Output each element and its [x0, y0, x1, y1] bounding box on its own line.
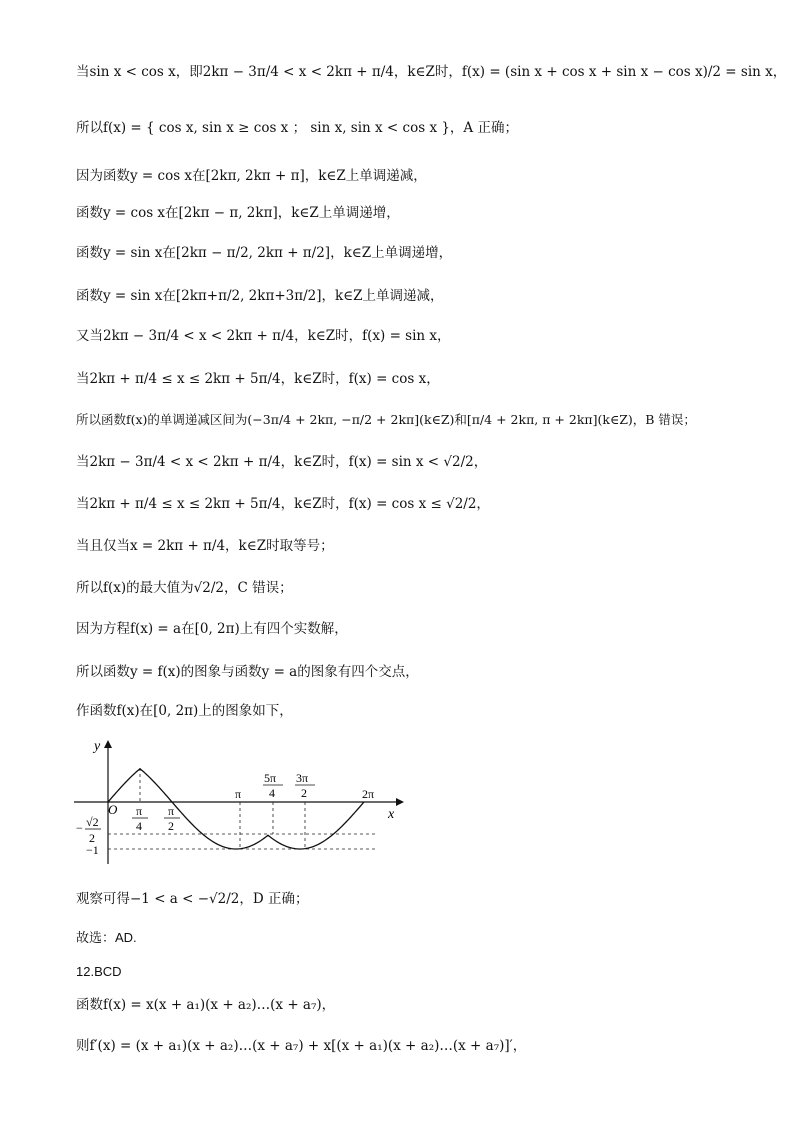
- tick-neg-1: −1: [86, 843, 99, 857]
- tick-5pi4: [263, 771, 283, 800]
- svg-text:−: −: [76, 821, 83, 835]
- svg-text:3π: 3π: [296, 771, 309, 785]
- origin-label: O: [108, 802, 118, 817]
- text-line-1: 当sin x < cos x，即2kπ − 3π/4 < x < 2kπ + π/4，k∈Z时，f(x) = (sin x + cos x + sin x − cos x)/2 = sin x，: [76, 64, 787, 80]
- text-line-18: 故选：AD.: [76, 930, 137, 945]
- svg-text:2: 2: [89, 831, 95, 845]
- svg-text:√2: √2: [86, 815, 99, 829]
- text-line-12: 当且仅当x = 2kπ + π/4，k∈Z时取等号；: [76, 538, 334, 554]
- text-line-10: 当2kπ − 3π/4 < x < 2kπ + π/4，k∈Z时，f(x) = sin x < √2/2，: [76, 454, 488, 470]
- y-axis-label: y: [94, 739, 101, 754]
- text-line-16: 作函数f(x)在[0, 2π)上的图象如下，: [76, 703, 293, 719]
- svg-text:π: π: [136, 804, 143, 818]
- function-graph: [74, 736, 414, 866]
- svg-text:2: 2: [301, 786, 307, 800]
- tick-pi: π: [235, 787, 242, 801]
- text-line-15: 所以函数y = f(x)的图象与函数y = a的图象有四个交点，: [76, 664, 419, 680]
- svg-text:2: 2: [168, 819, 174, 833]
- text-line-17: 观察可得−1 < a < −√2/2，D 正确；: [76, 891, 309, 907]
- text-line-9: 所以函数f(x)的单调递减区间为(−3π/4 + 2kπ, −π/2 + 2kπ](k∈Z)和[π/4 + 2kπ, π + 2kπ](k∈Z)，B 错误；: [76, 412, 696, 427]
- text-line-13: 所以f(x)的最大值为√2/2，C 错误；: [76, 580, 293, 596]
- svg-text:4: 4: [136, 819, 142, 833]
- text-line-2: 所以f(x) = { cos x, sin x ≥ cos x ； sin x, sin x < cos x }，A 正确；: [76, 120, 518, 136]
- tick-neg-sqrt2-over-2: [76, 815, 101, 845]
- text-line-21: 则f′(x) = (x + a₁)(x + a₂)…(x + a₇) + x[(x + a₁)(x + a₂)…(x + a₇)]′，: [76, 1038, 527, 1054]
- svg-text:π: π: [168, 804, 175, 818]
- x-axis-arrow-icon: [396, 798, 404, 806]
- text-line-4: 函数y = cos x在[2kπ − π, 2kπ]，k∈Z上单调递增，: [76, 205, 400, 221]
- text-line-3: 因为函数y = cos x在[2kπ, 2kπ + π]，k∈Z上单调递减，: [76, 168, 427, 184]
- x-axis-label: x: [388, 807, 395, 822]
- text-line-5: 函数y = sin x在[2kπ − π/2, 2kπ + π/2]，k∈Z上单调递增，: [76, 245, 453, 261]
- text-line-8: 当2kπ + π/4 ≤ x ≤ 2kπ + 5π/4，k∈Z时，f(x) = cos x，: [76, 371, 440, 387]
- text-line-7: 又当2kπ − 3π/4 < x < 2kπ + π/4，k∈Z时，f(x) = sin x，: [76, 328, 451, 344]
- function-curve: [108, 769, 364, 849]
- y-axis-arrow-icon: [104, 740, 112, 748]
- svg-text:5π: 5π: [264, 771, 277, 785]
- tick-pi4: [132, 804, 148, 833]
- text-line-6: 函数y = sin x在[2kπ+π/2, 2kπ+3π/2]，k∈Z上单调递减，: [76, 288, 444, 304]
- text-line-19: 12.BCD: [76, 964, 122, 979]
- tick-3pi2: [295, 771, 315, 800]
- svg-text:4: 4: [269, 786, 275, 800]
- text-line-20: 函数f(x) = x(x + a₁)(x + a₂)…(x + a₇)，: [76, 997, 336, 1013]
- tick-2pi: 2π: [362, 787, 375, 801]
- text-line-11: 当2kπ + π/4 ≤ x ≤ 2kπ + 5π/4，k∈Z时，f(x) = cos x ≤ √2/2，: [76, 496, 490, 512]
- text-line-14: 因为方程f(x) = a在[0, 2π)上有四个实数解，: [76, 621, 348, 637]
